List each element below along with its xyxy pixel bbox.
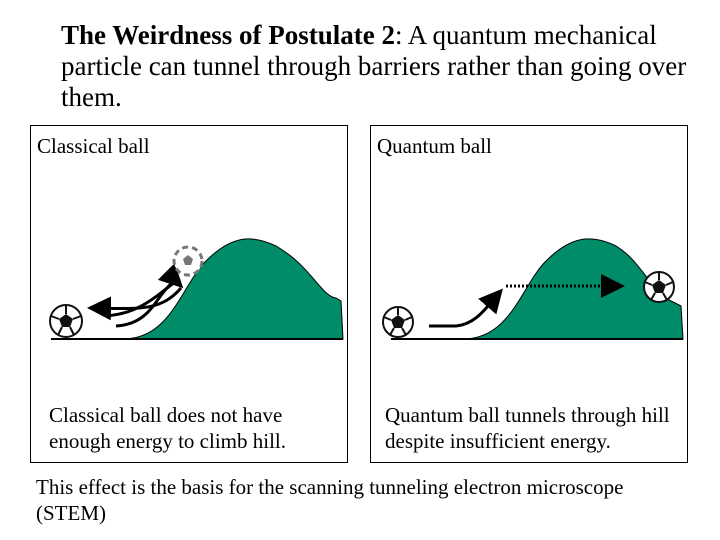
soccer-ball-icon [383,307,413,337]
quantum-panel [370,125,688,463]
classical-panel-label: Classical ball [37,134,150,158]
approach-arrow [429,293,499,326]
ghost-ball-icon [174,247,202,275]
classical-panel-caption: Classical ball does not have enough energy to climb hill. [49,403,286,453]
slide-title-rest: : A quantum mechanical particle can tunnel through barriers rather than going over them. [61,20,687,112]
slide-title [61,20,701,113]
hill-shape [123,239,343,339]
return-arrow [93,288,181,309]
quantum-panel-label: Quantum ball [377,134,492,158]
soccer-ball-icon [50,305,82,337]
quantum-panel-caption: Quantum ball tunnels through hill despite insufficient energy. [385,403,670,453]
classical-panel [30,125,348,463]
slide-footer: This effect is the basis for the scanning tunneling electron microscope (STEM) [36,475,624,525]
tunneled-ball-icon [644,272,674,302]
slide-title-bold: The Weirdness of Postulate 2 [61,20,396,50]
